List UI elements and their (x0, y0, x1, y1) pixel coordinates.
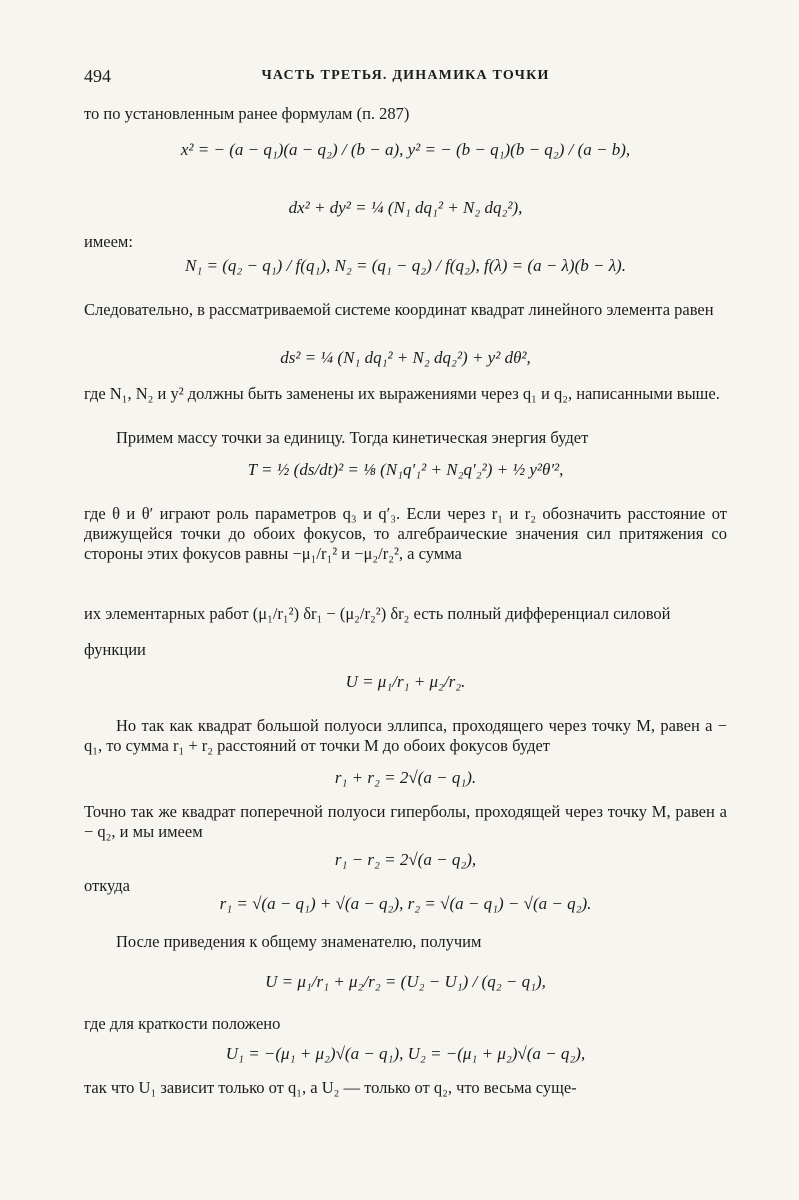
page-header (84, 66, 727, 90)
equation-r1-plus-r2: r₁ + r₂ = 2√(a − q₁). (334, 768, 477, 787)
equation-n1-n2: N₁ = (q₂ − q₁) / f(q₁), N₂ = (q₁ − q₂) / f(q₂), f(λ) = (a − λ)(b − λ). (185, 256, 626, 275)
equation-r1-minus-r2: r₁ − r₂ = 2√(a − q₂), (334, 850, 477, 869)
equation-u-combined: U = μ₁/r₁ + μ₂/r₂ = (U₂ − U₁) / (q₂ − q₁), (265, 972, 546, 991)
equation-kinetic-energy: T = ½ (ds/dt)² = ⅛ (N₁q′₁² + N₂q′₂²) + ½ y²θ′², (247, 460, 564, 479)
paragraph-kinetic-energy: Примем массу точки за единицу. Тогда кинетическая энергия будет (116, 428, 589, 447)
running-title: ЧАСТЬ ТРЕТЬЯ. ДИНАМИКА ТОЧКИ (261, 68, 550, 83)
paragraph-substitution: где N₁, N₂ и y² должны быть заменены их выражениями через q₁ и q₂, написанными выше. (84, 384, 720, 403)
equation-x-y-squared: x² = − (a − q₁)(a − q₂) / (b − a), y² = − (b − q₁)(b − q₂) / (a − b), (180, 140, 631, 159)
equation-ds-squared: ds² = ¼ (N₁ dq₁² + N₂ dq₂²) + y² dθ², (280, 348, 531, 367)
paragraph-parameters-forces: где θ и θ′ играют роль параметров q₃ и q′₃. Если через r₁ и r₂ обозначить расстояние от движущейся точки до обоих фокусов, то алгебраические значения сил притяжения со стороны этих фокусов равны −μ₁/r₁² и −μ₂/r₂², а сумма (84, 504, 727, 563)
paragraph-line-element: Следовательно, в рассматриваемой системе координат квадрат линейного элемента равен (84, 300, 714, 319)
paragraph-ellipse-semiaxis: Но так как квадрат большой полуоси эллипса, проходящего через точку M, равен a − q₁, то сумма r₁ + r₂ расстояний от точки M до обоих фокусов будет (84, 716, 727, 755)
paragraph-definitions: где для краткости положено (84, 1014, 281, 1033)
paragraph-hyperbola-semiaxis: Точно так же квадрат поперечной полуоси гиперболы, проходящей через точку M, равен a − q₂, и мы имеем (84, 802, 727, 841)
paragraph-intro: то по установленным ранее формулам (п. 287) (84, 104, 410, 123)
paragraph-elementary-work: их элементарных работ (μ₁/r₁²) δr₁ − (μ₂/r₂²) δr₂ есть полный дифференциал силовой (84, 604, 671, 623)
equation-line-element-xy: dx² + dy² = ¼ (N₁ dq₁² + N₂ dq₂²), (288, 198, 523, 217)
equation-r1-r2-values: r₁ = √(a − q₁) + √(a − q₂), r₂ = √(a − q₁) − √(a − q₂). (219, 894, 592, 913)
page-number: 494 (84, 66, 111, 86)
label-otkuda: откуда (84, 876, 130, 895)
equation-u1-u2: U₁ = −(μ₁ + μ₂)√(a − q₁), U₂ = −(μ₁ + μ₂)√(a − q₂), (225, 1044, 586, 1063)
label-imeem: имеем: (84, 232, 133, 251)
paragraph-conclusion: так что U₁ зависит только от q₁, а U₂ — только от q₂, что весьма суще- (84, 1078, 577, 1097)
paragraph-function-label: функции (84, 640, 146, 659)
equation-force-function: U = μ₁/r₁ + μ₂/r₂. (345, 672, 466, 691)
paragraph-common-denominator: После приведения к общему знаменателю, получим (116, 932, 482, 951)
